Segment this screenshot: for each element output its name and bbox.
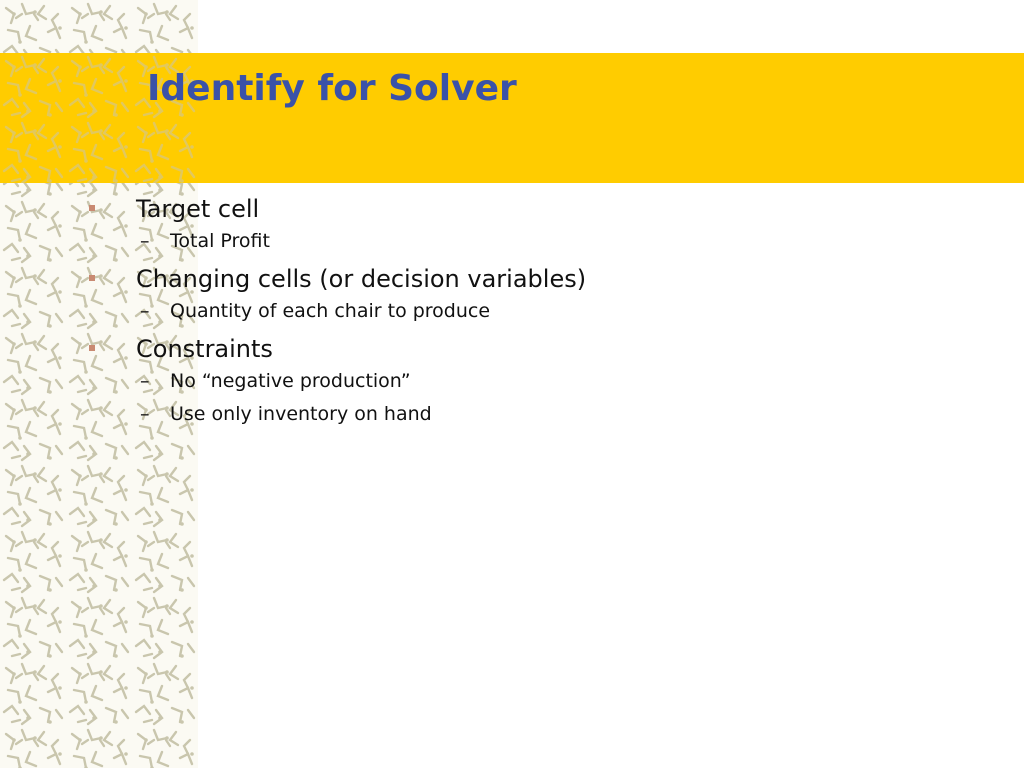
dash-marker: – [140, 370, 150, 392]
bullet-item [84, 333, 984, 365]
bullet-marker [89, 205, 95, 211]
sub-bullet-item [84, 295, 984, 328]
bullet-item [84, 263, 984, 295]
sub-bullet-item [84, 225, 984, 258]
sub-bullet-text: Quantity of each chair to produce [170, 300, 491, 322]
sub-bullet-text: No “negative production” [170, 370, 411, 392]
sub-bullet-item [84, 365, 984, 398]
bullet-list [84, 193, 984, 431]
slide-title: Identify for Solver [147, 68, 517, 109]
dash-marker: – [140, 403, 150, 425]
bullet-text: Target cell [136, 195, 260, 223]
bullet-text: Constraints [136, 335, 273, 363]
bullet-text: Changing cells (or decision variables) [136, 265, 587, 293]
bullet-marker [89, 345, 95, 351]
dash-marker: – [140, 230, 150, 252]
sub-bullet-item [84, 398, 984, 431]
bullet-item [84, 193, 984, 225]
sub-bullet-text: Use only inventory on hand [170, 403, 432, 425]
sub-bullet-text: Total Profit [170, 230, 270, 252]
bullet-marker [89, 275, 95, 281]
dash-marker: – [140, 300, 150, 322]
